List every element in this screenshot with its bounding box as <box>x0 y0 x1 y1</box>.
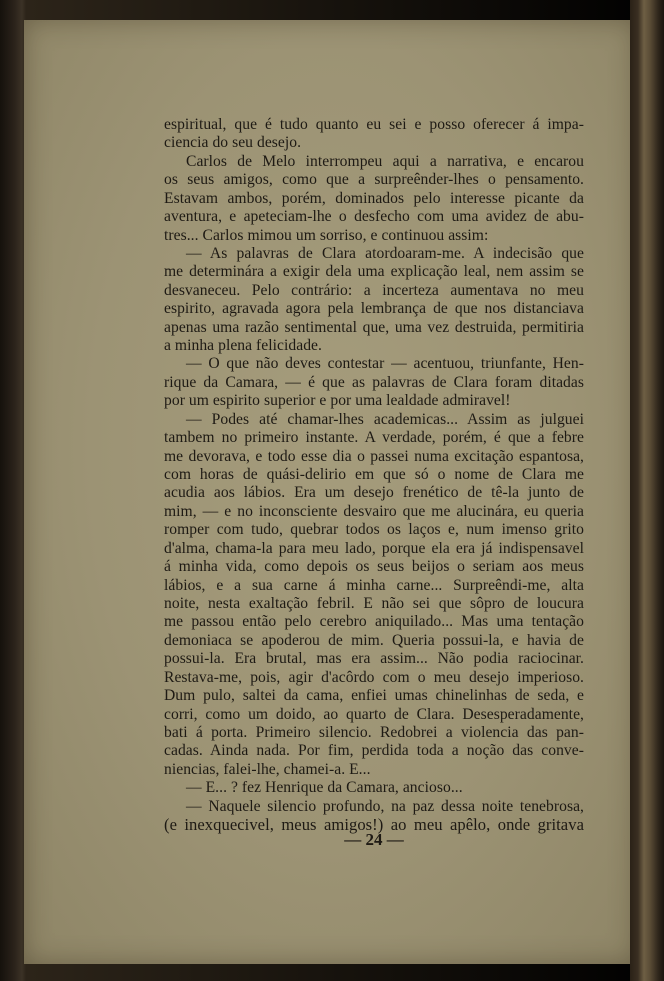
text-line: Restava-me, pois, agir d'acôrdo com o meu desejo imperioso. <box>164 668 584 686</box>
text-line: corri, como um doido, ao quarto de Clara. Desesperadamente, <box>164 705 584 723</box>
text-line: acudia aos lábios. Era um desejo frenético de tê-la junto de <box>164 484 584 502</box>
text-line: tambem no primeiro instante. A verdade, porém, é que a febre <box>164 429 584 447</box>
text-line: demoniaca se apoderou de mim. Queria possui-la, e havia de <box>164 631 584 649</box>
text-line: desvaneceu. Pelo contrário: a incerteza aumentava no meu <box>164 281 584 299</box>
text-line: mim, — e no inconsciente desvairo que me alucinára, eu queria <box>164 502 584 520</box>
text-line: lábios, e a sua carne á minha carne... Surpreêndi-me, alta <box>164 576 584 594</box>
text-line: — As palavras de Clara atordoaram-me. A indecisão que <box>186 244 584 262</box>
text-line: me determinára a exigir dela uma explicação leal, nem assim se <box>164 263 584 281</box>
text-line: rique da Camara, — é que as palavras de Clara foram ditadas <box>164 373 584 391</box>
text-line: espirito, agravada agora pela lembrança de que nos distanciava <box>164 300 584 318</box>
text-line: bati á porta. Primeiro silencio. Redobrei a violencia das pan- <box>164 723 584 741</box>
text-line: d'alma, chama-la para meu lado, porque ela era já indispensavel <box>164 539 584 557</box>
page-number: — 24 — <box>344 830 404 849</box>
text-line: com horas de quási-delirio em que só o nome de Clara me <box>164 466 584 484</box>
text-line: me devorava, e todo esse dia o passei numa excitação espantosa, <box>164 447 584 465</box>
text-line: niencias, falei-lhe, chamei-a. E... <box>164 760 371 778</box>
text-line: me passou então pelo cerebro aniquilado... Mas uma tentação <box>164 613 584 631</box>
text-line: Carlos de Melo interrompeu aqui a narrativa, e encarou <box>186 152 584 170</box>
text-line: romper com tudo, quebrar todos os laços e, num imenso grito <box>164 521 584 539</box>
book-binding-edge <box>630 0 664 981</box>
text-line: á minha vida, como depois os seus beijos o seriam aos meus <box>164 558 584 576</box>
text-line: Dum pulo, saltei da cama, enfiei umas chinelinhas de seda, e <box>164 687 584 705</box>
text-line: os seus amigos, como que a surpreênder-lhes o pensamento. <box>164 171 584 189</box>
text-line: ciencia do seu desejo. <box>164 134 302 152</box>
text-line: — Podes até chamar-lhes academicas... Assim as julguei <box>186 410 584 428</box>
text-line: — O que não deves contestar — acentuou, triunfante, Hen- <box>186 355 584 373</box>
text-line: apenas uma razão sentimental que, uma vez destruida, permitiria <box>164 318 584 336</box>
text-line: espiritual, que é tudo quanto eu sei e posso oferecer á impa- <box>164 116 584 133</box>
text-line: aventura, e apeteciam-lhe o desfecho com uma avidez de abu- <box>164 208 584 226</box>
text-line: noite, nesta exaltação febril. E não sei que sôpro de loucura <box>164 594 584 612</box>
text-line: cadas. Ainda nada. Por fim, perdida toda a noção das conve- <box>164 742 584 760</box>
text-line: por um espirito superior e por uma lealdade admiravel! <box>164 392 511 410</box>
text-line: — Naquele silencio profundo, na paz dessa noite tenebrosa, <box>186 797 584 815</box>
text-line: a minha plena felicidade. <box>164 337 322 355</box>
text-line: (e inexquecivel, meus amigos!) ao meu apêlo, onde gritava <box>164 815 584 835</box>
text-line: Estavam ambos, porém, dominados pelo interesse picante da <box>164 189 584 207</box>
text-line: — E... ? fez Henrique da Camara, ancioso... <box>186 779 463 797</box>
text-line: possui-la. Era brutal, mas era assim... Não podia raciocinar. <box>164 650 584 668</box>
body-text <box>164 116 584 834</box>
text-line: tres... Carlos mimou um sorriso, e continuou assim: <box>164 226 489 244</box>
